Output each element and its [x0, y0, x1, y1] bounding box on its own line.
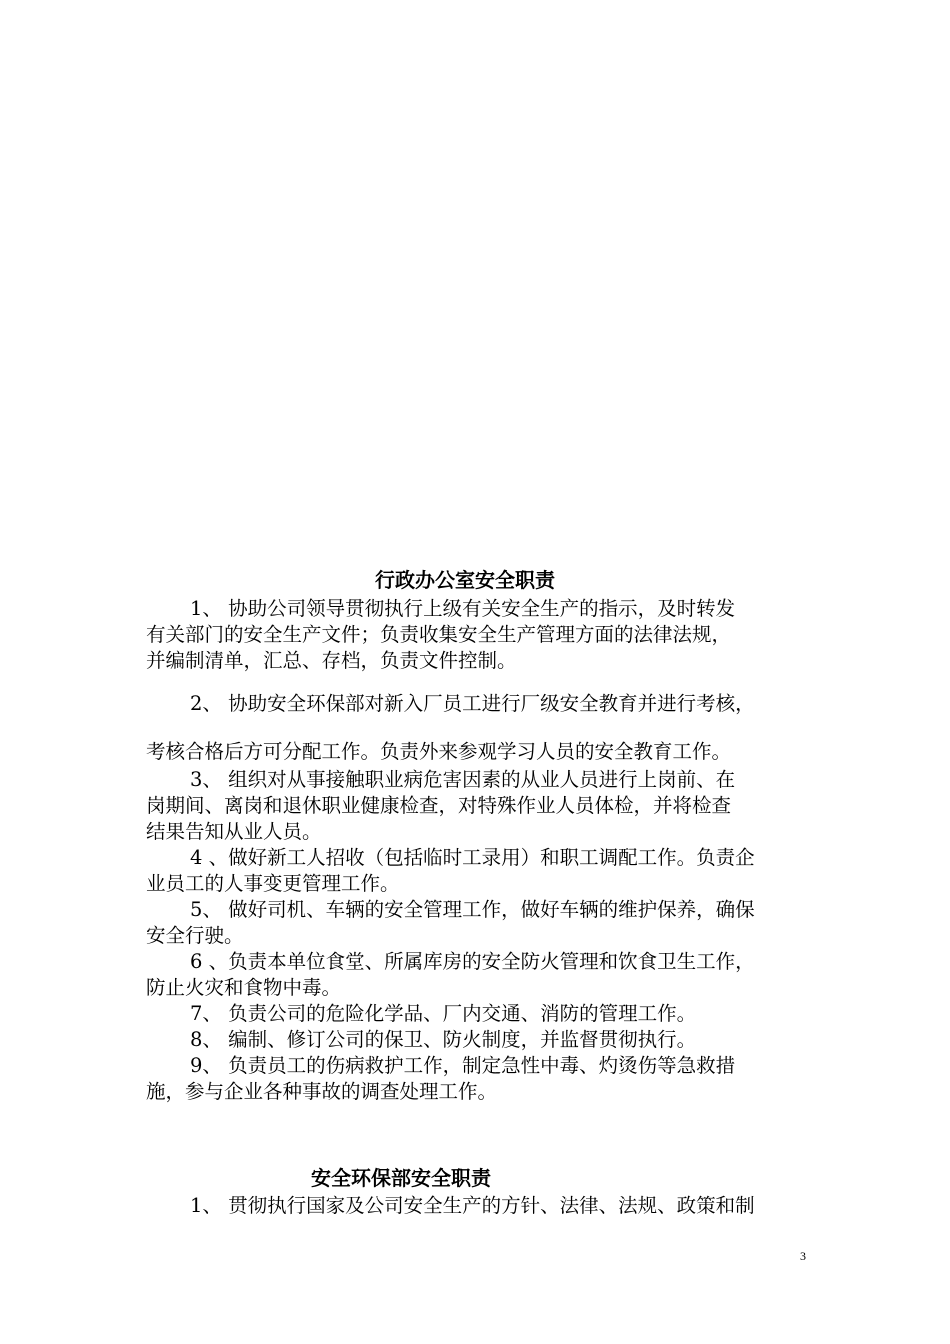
section-title-admin-office: 行政办公室安全职责 — [375, 568, 555, 592]
section2-item-1-line-1: 1、 贯彻执行国家及公司安全生产的方针、法律、法规、政策和制 — [190, 1194, 755, 1217]
item-1-line-1: 1、 协助公司领导贯彻执行上级有关安全生产的指示，及时转发 — [190, 597, 736, 620]
section-title-safety-env: 安全环保部安全职责 — [311, 1166, 491, 1190]
item-9-line-1: 9、 负责员工的伤病救护工作，制定急性中毒、灼烫伤等急救措 — [190, 1054, 736, 1077]
page-number: 3 — [800, 1249, 806, 1263]
item-2-line-2: 考核合格后方可分配工作。负责外来参观学习人员的安全教育工作。 — [146, 740, 732, 763]
item-3-line-3: 结果告知从业人员。 — [146, 820, 322, 843]
item-7-line-1: 7、 负责公司的危险化学品、厂内交通、消防的管理工作。 — [190, 1002, 697, 1025]
item-6-line-1: 6 、负责本单位食堂、所属库房的安全防火管理和饮食卫生工作， — [190, 950, 755, 973]
item-4-line-1: 4 、做好新工人招收（包括临时工录用）和职工调配工作。负责企 — [190, 846, 755, 869]
item-4-line-2: 业员工的人事变更管理工作。 — [146, 872, 400, 895]
item-9-line-2: 施，参与企业各种事故的调查处理工作。 — [146, 1080, 498, 1103]
item-6-line-2: 防止火灾和食物中毒。 — [146, 976, 342, 999]
item-8-line-1: 8、 编制、修订公司的保卫、防火制度，并监督贯彻执行。 — [190, 1028, 697, 1051]
item-3-line-1: 3、 组织对从事接触职业病危害因素的从业人员进行上岗前、在 — [190, 768, 736, 791]
item-5-line-1: 5、 做好司机、车辆的安全管理工作，做好车辆的维护保养，确保 — [190, 898, 755, 921]
item-1-line-3: 并编制清单，汇总、存档，负责文件控制。 — [146, 649, 517, 672]
item-5-line-2: 安全行驶。 — [146, 924, 244, 947]
item-2-line-1: 2、 协助安全环保部对新入厂员工进行厂级安全教育并进行考核， — [190, 692, 755, 715]
item-3-line-2: 岗期间、离岗和退休职业健康检查，对特殊作业人员体检，并将检查 — [146, 794, 732, 817]
item-1-line-2: 有关部门的安全生产文件；负责收集安全生产管理方面的法律法规， — [146, 623, 732, 646]
